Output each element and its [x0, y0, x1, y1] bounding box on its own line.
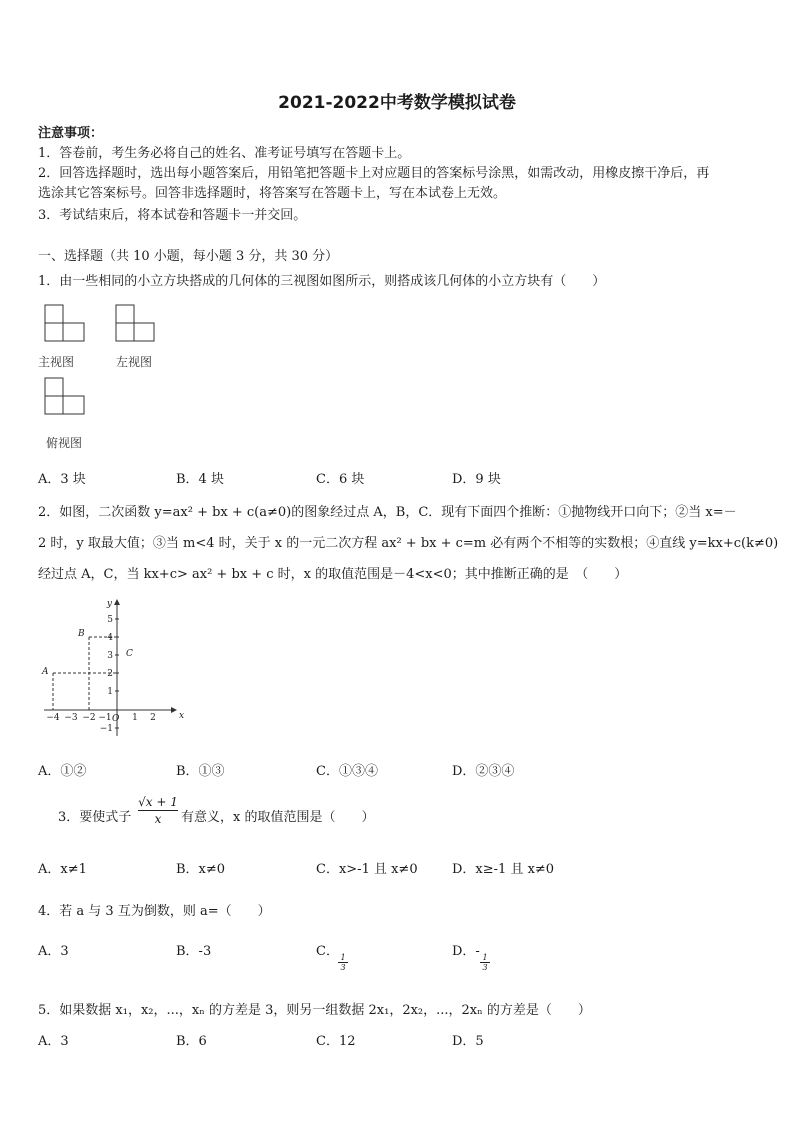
- q2-option-a: A．①②: [38, 764, 87, 779]
- q3-option-d: D．x≥-1 且 x≠0: [452, 862, 555, 877]
- q1-option-a: A．3 块: [38, 472, 86, 487]
- axis-y-label: y: [106, 599, 112, 609]
- axis-x-label: x: [179, 711, 185, 721]
- q4-option-d-fraction: 1 3: [480, 953, 490, 972]
- q4-option-b: B．-3: [176, 944, 212, 959]
- q3-numerator: √x + 1: [138, 795, 178, 809]
- y-tick-label: 1: [107, 687, 113, 697]
- note-item: 2．回答选择题时，选出每小题答案后，用铅笔把答题卡上对应题目的答案标号涂黑，如需改动，用橡皮擦干净后，再: [38, 166, 710, 181]
- origin-label: O: [112, 714, 120, 724]
- q1-option-d: D．9 块: [452, 472, 501, 487]
- question-5-stem: 5．如果数据 x₁，x₂，...，xₙ 的方差是 3，则另一组数据 2x₁，2x₂，...，2xₙ 的方差是（ ）: [38, 1003, 591, 1018]
- y-tick-label: 2: [107, 669, 113, 679]
- page-title: 2021-2022中考数学模拟试卷: [278, 93, 516, 113]
- y-tick-label: 3: [107, 651, 113, 661]
- top-view-label: 俯视图: [46, 436, 83, 450]
- q1-option-c: C．6 块: [316, 472, 365, 487]
- q4-option-c: C．: [316, 944, 339, 959]
- q2-option-d: D．②③④: [452, 764, 515, 779]
- x-tick-label: −4: [46, 713, 60, 723]
- point-c-label: C: [126, 649, 133, 659]
- q4-option-a: A．3: [38, 944, 69, 959]
- section-heading: 一、选择题（共 10 小题，每小题 3 分，共 30 分）: [38, 249, 339, 264]
- left-view-label: 左视图: [116, 355, 153, 369]
- y-tick-label: 4: [107, 633, 113, 643]
- question-3-suffix: 有意义，x 的取值范围是（ ）: [181, 810, 375, 825]
- q5-option-d: D．5: [452, 1034, 484, 1049]
- q3-option-a: A．x≠1: [38, 862, 87, 877]
- x-tick-label: −1: [98, 713, 112, 723]
- question-1-stem: 1．由一些相同的小立方块搭成的几何体的三视图如图所示，则搭成该几何体的小立方块有（ ）: [38, 274, 606, 289]
- question-2-line3: 经过点 A，C，当 kx+c> ax² + bx + c 时，x 的取值范围是－4<x<0；其中推断正确的是 （ ）: [38, 567, 628, 582]
- top-view-square: [63, 396, 84, 414]
- question-2-line2: 2 时，y 取最大值；③当 m<4 时，关于 x 的一元二次方程 ax² + bx + c=m 必有两个不相等的实数根；④直线 y=kx+c(k≠0): [38, 536, 779, 551]
- q2-option-b: B．①③: [176, 764, 225, 779]
- question-4-stem: 4．若 a 与 3 互为倒数，则 a=（ ）: [38, 904, 271, 919]
- point-b-label: B: [78, 629, 85, 639]
- left-view-square: [116, 305, 134, 323]
- question-2-line1: 2．如图，二次函数 y=ax² + bx + c(a≠0)的图象经过点 A，B，C．现有下面四个推断：①抛物线开口向下；②当 x=－: [38, 505, 737, 520]
- question-3-prefix: 3．要使式子: [58, 810, 132, 825]
- note-item: 1．答卷前，考生务必将自己的姓名、准考证号填写在答题卡上。: [38, 146, 411, 161]
- front-view-label: 主视图: [38, 355, 75, 369]
- coordinate-graph: [36, 594, 186, 744]
- left-view-square: [116, 323, 134, 341]
- notes-heading: 注意事项：: [38, 126, 104, 141]
- y-tick-label: −1: [99, 724, 113, 734]
- q1-option-b: B．4 块: [176, 472, 224, 487]
- note-item: 选涂其它答案标号。回答非选择题时，将答案写在答题卡上，写在本试卷上无效。: [38, 186, 507, 201]
- q3-fraction: [136, 795, 180, 826]
- front-view-square: [45, 305, 63, 323]
- fraction-bar: [138, 810, 178, 811]
- point-a-label: A: [42, 667, 49, 677]
- front-view-square: [63, 323, 84, 341]
- top-view-square: [45, 396, 63, 414]
- left-view-square: [134, 323, 154, 341]
- x-tick-label: −3: [64, 713, 78, 723]
- q3-denominator: x: [154, 812, 162, 826]
- x-tick-label: 1: [132, 713, 138, 723]
- q5-option-c: C．12: [316, 1034, 356, 1049]
- note-item: 3．考试结束后，将本试卷和答题卡一并交回。: [38, 208, 307, 223]
- x-tick-label: −2: [82, 713, 96, 723]
- q4-option-c-fraction: 1 3: [338, 953, 348, 972]
- y-tick-label: 5: [107, 615, 113, 625]
- q4-option-d: D．-: [452, 944, 480, 959]
- x-tick-label: 2: [150, 713, 156, 723]
- q3-option-b: B．x≠0: [176, 862, 226, 877]
- q3-option-c: C．x>-1 且 x≠0: [316, 862, 418, 877]
- q5-option-b: B．6: [176, 1034, 207, 1049]
- front-view-square: [45, 323, 63, 341]
- top-view-square: [45, 378, 63, 396]
- q5-option-a: A．3: [38, 1034, 69, 1049]
- q2-option-c: C．①③④: [316, 764, 378, 779]
